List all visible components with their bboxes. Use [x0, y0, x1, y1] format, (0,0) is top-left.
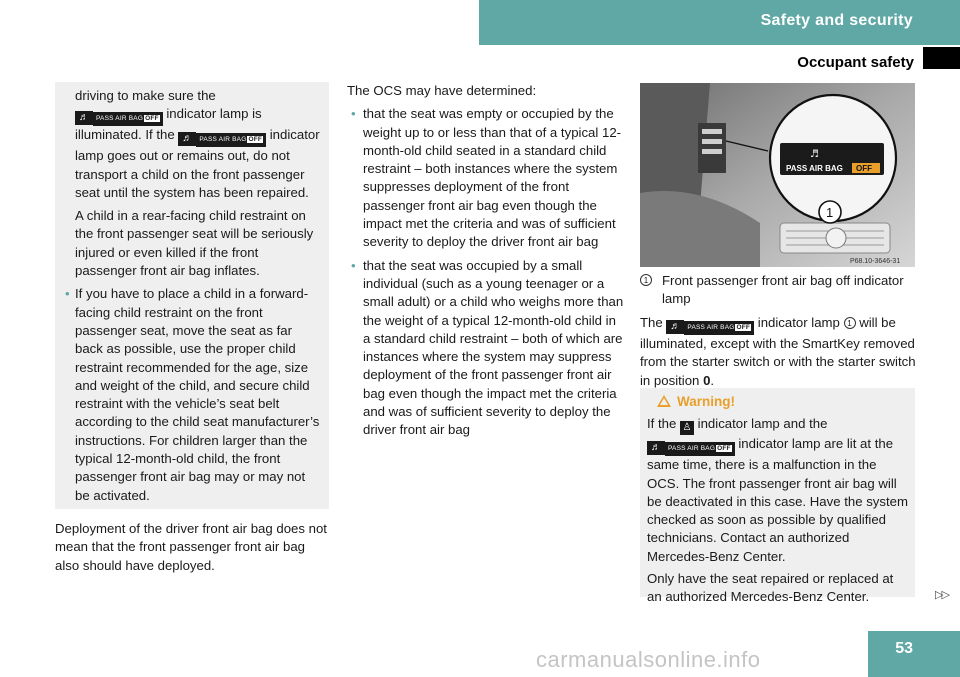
- ocs-determination-column: [347, 82, 624, 445]
- child-seat-icon: ♬: [75, 111, 93, 125]
- callout-number-1: 1: [844, 317, 856, 329]
- watermark: carmanualsonline.info: [536, 647, 761, 672]
- dashboard-photo: [640, 83, 915, 267]
- page-number: 53: [895, 640, 913, 657]
- subsection-title: Occupant safety: [797, 54, 914, 71]
- bullet-forward-facing: • If you have to place a child in a forward-facing child restraint on the front passenger seat, move the seat as far back as possible, use the proper child restraint recommended for the age, size and weight of the child, and secure child restraint with the vehicle’s seat belt according to the child seat manufacturer’s instructions. For children larger than the typical 12-month-old child, the front passenger front air bag may or may not be activated.: [65, 285, 323, 505]
- warning-title: Warning!: [657, 393, 909, 411]
- starter-position: 0: [703, 372, 711, 388]
- continue-arrow-icon: ▷▷: [935, 589, 948, 601]
- warning-paragraph-2: Only have the seat repaired or replaced at an authorized Mercedes-Benz Center.: [647, 571, 894, 605]
- photo-pass-air-bag-label: PASS AIR BAG: [786, 164, 843, 173]
- ocs-intro: The OCS may have determined:: [347, 83, 537, 98]
- pass-air-bag-off-icon: PASS AIR BAG OFF: [684, 321, 754, 335]
- photo-callout-number: 1: [826, 205, 834, 220]
- header-tab-marker: [923, 47, 960, 69]
- page-number-box: [868, 631, 960, 677]
- paragraph-indicator-check: driving to make sure the ♬ PASS AIR BAG OFF indicator lamp is illuminated. If the ♬ PASS AIR BAG OFF indicator lamp goes out or remains out, do not transport a child on the front passenger seat until the system has been repaired.: [75, 88, 320, 200]
- photo-code: P68.10-3646-31: [850, 258, 901, 265]
- photo-off-label: OFF: [856, 164, 872, 173]
- dashboard-illustration: [640, 83, 915, 267]
- indicator-lamp-paragraph: The ♬ PASS AIR BAG OFF indicator lamp 1 will be illuminated, except with the SmartKey removed from the starter switch or with the starter switch in position 0.: [640, 315, 916, 388]
- svg-text:♬: ♬: [810, 149, 819, 160]
- child-seat-icon: ♬: [666, 320, 684, 334]
- section-title: Safety and security: [760, 12, 913, 29]
- photo-caption: 1 Front passenger front air bag off indicator lamp: [640, 272, 918, 309]
- child-seat-icon: ♬: [647, 441, 665, 455]
- seat-belt-icon: ♙: [680, 421, 694, 435]
- caption-number: 1: [640, 274, 652, 286]
- child-seat-info-box: [55, 82, 329, 509]
- pass-air-bag-off-icon: PASS AIR BAG OFF: [196, 133, 266, 147]
- warning-box: [640, 388, 915, 605]
- paragraph-rear-facing-warning: A child in a rear-facing child restraint on the front passenger seat will be seriously injured or even killed if the front passenger front air bag inflates.: [75, 208, 314, 279]
- pass-air-bag-off-icon: PASS AIR BAG OFF: [665, 442, 735, 456]
- warning-paragraph-1: If the ♙ indicator lamp and the ♬ PASS AIR BAG OFF indicator lamp are lit at the same time, there is a malfunction in the OCS. The front passenger front air bag will be deactivated in this case. Have the system checked as soon as possible by qualified technicians. Contact an authorized Mercedes-Benz Center.: [647, 416, 908, 564]
- paragraph-deployment-note: Deployment of the driver front air bag does not mean that the front passenger front air bag also should have deployed.: [55, 521, 327, 573]
- pass-air-bag-off-icon: PASS AIR BAG OFF: [93, 112, 163, 126]
- bullet-seat-empty: • that the seat was empty or occupied by the weight up to or less than that of a typical 12-month-old child seated in a standard child restraint – both instances where the system suppresses deployment of the front passenger front air bag even though the impact met the criteria and was of sufficient severity to deploy the driver front air bag: [351, 105, 624, 251]
- child-seat-icon: ♬: [178, 132, 196, 146]
- bullet-small-occupant: • that the seat was occupied by a small individual (such as a young teenager or a small adult) or a child who weighs more than the weight of a typical 12-month-old child in a standard child restraint – both of which are instances where the system may suppress deployment of the front passenger front air bag even though the impact met the criteria and was of sufficient severity to deploy the driver front air bag: [351, 257, 624, 440]
- warning-triangle-icon: [657, 395, 671, 407]
